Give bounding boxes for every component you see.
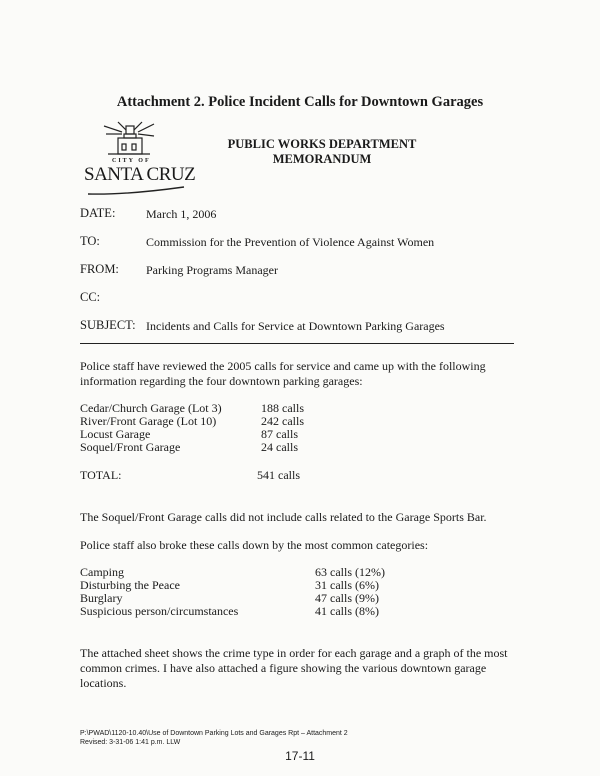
garage-name: River/Front Garage (Lot 10) <box>80 414 217 428</box>
to-value: Commission for the Prevention of Violence Against Women <box>146 235 435 249</box>
logo-city-of: CITY OF <box>112 158 151 164</box>
header-divider <box>80 343 514 344</box>
attachment-title: Attachment 2. Police Incident Calls for Downtown Garages <box>116 94 484 110</box>
memo-type: MEMORANDUM <box>272 152 372 166</box>
footer-file-path: P:\PWAD\1120-10.40\Use of Downtown Parking Lots and Garages Rpt – Attachment 2 <box>80 730 348 737</box>
date-value: March 1, 2006 <box>146 207 217 221</box>
department-name: PUBLIC WORKS DEPARTMENT <box>227 137 417 151</box>
category-name: Suspicious person/circumstances <box>80 604 239 618</box>
total-label: TOTAL: <box>80 468 122 482</box>
logo-swoosh <box>86 186 186 196</box>
intro-paragraph: Police staff have reviewed the 2005 calls for service and came up with the following information regarding the four downtown parking garages: <box>80 359 486 388</box>
logo-santa-cruz: SANTA CRUZ <box>84 164 196 185</box>
category-name: Disturbing the Peace <box>80 578 180 592</box>
category-calls: 41 calls (8%) <box>315 604 379 618</box>
from-label: FROM: <box>80 262 119 276</box>
garage-calls: 87 calls <box>261 427 298 441</box>
garage-calls: 242 calls <box>261 414 304 428</box>
category-name: Camping <box>80 565 124 579</box>
category-calls: 63 calls (12%) <box>315 565 385 579</box>
closing-paragraph: The attached sheet shows the crime type in order for each garage and a graph of the most common crimes. I have also attached a figure showing the various downtown garage locations. <box>80 646 508 690</box>
footer-revised: Revised: 3-31-06 1:41 p.m. LLW <box>80 739 181 746</box>
from-value: Parking Programs Manager <box>146 263 278 277</box>
department-heading <box>222 137 422 167</box>
total-value: 541 calls <box>257 468 300 482</box>
date-label: DATE: <box>80 206 116 220</box>
garage-name: Cedar/Church Garage (Lot 3) <box>80 401 222 415</box>
categories-intro: Police staff also broke these calls down by the most common categories: <box>80 538 429 552</box>
garage-name: Soquel/Front Garage <box>80 440 181 454</box>
category-calls: 31 calls (6%) <box>315 578 379 592</box>
subject-label: SUBJECT: <box>80 318 136 332</box>
category-calls: 47 calls (9%) <box>315 591 379 605</box>
page-number: 17-11 <box>285 749 315 763</box>
city-logo <box>84 120 194 200</box>
lighthouse-icon <box>98 120 158 158</box>
cc-label: CC: <box>80 290 101 304</box>
garage-name: Locust Garage <box>80 427 151 441</box>
subject-value: Incidents and Calls for Service at Downtown Parking Garages <box>146 319 445 333</box>
to-label: TO: <box>80 234 100 248</box>
category-name: Burglary <box>80 591 123 605</box>
garage-calls: 188 calls <box>261 401 304 415</box>
garage-calls: 24 calls <box>261 440 298 454</box>
note-paragraph: The Soquel/Front Garage calls did not include calls related to the Garage Sports Bar. <box>80 510 487 524</box>
